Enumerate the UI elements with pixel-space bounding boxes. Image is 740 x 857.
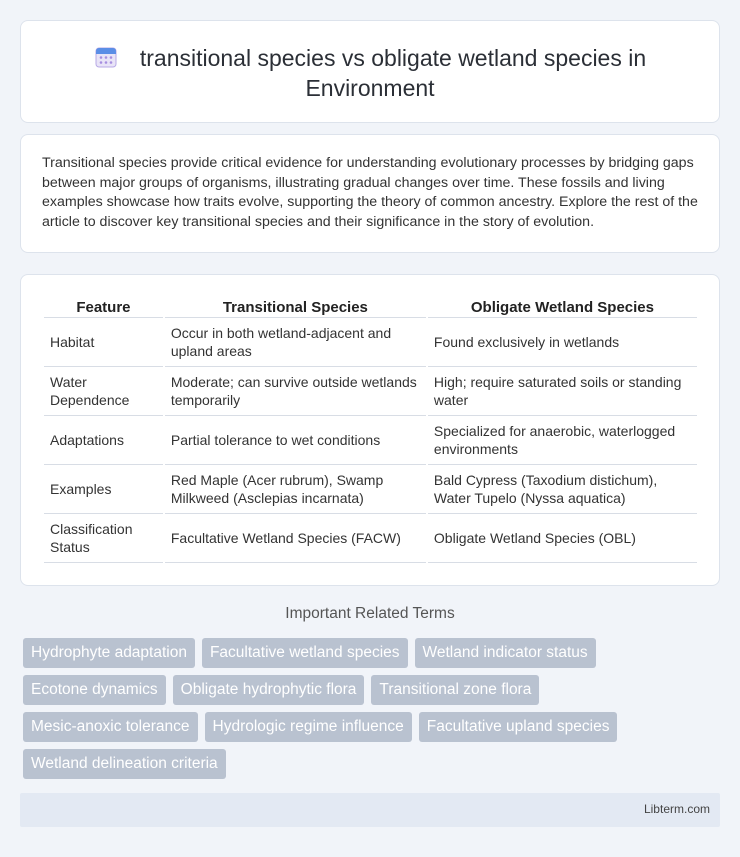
row-feature: Classification Status bbox=[44, 514, 163, 563]
row-obligate: High; require saturated soils or standing water bbox=[428, 367, 697, 416]
intro-paragraph: Transitional species provide critical evidence for understanding evolutionary processes by bridging gaps between major groups of organisms, illustrating gradual changes over time. These fossils and living examples showcase how traits evolve, supporting the theory of common ancestry. Explore the rest of the article to discover key transitional species and their significance in the story of evolution. bbox=[42, 155, 698, 230]
calendar-icon bbox=[94, 45, 118, 69]
header-transitional: Transitional Species bbox=[165, 296, 426, 318]
title-card bbox=[20, 20, 720, 123]
row-feature: Water Dependence bbox=[44, 367, 163, 416]
table-row bbox=[44, 465, 697, 514]
row-obligate: Found exclusively in wetlands bbox=[428, 318, 697, 367]
related-terms-title: Important Related Terms bbox=[285, 605, 455, 622]
table-row bbox=[44, 416, 697, 465]
related-term-tag[interactable]: Hydrophyte adaptation bbox=[23, 638, 195, 668]
header-obligate: Obligate Wetland Species bbox=[428, 296, 697, 318]
related-term-tag[interactable]: Wetland indicator status bbox=[415, 638, 596, 668]
intro-card bbox=[20, 134, 720, 253]
table-header-row bbox=[44, 296, 697, 318]
row-transitional: Occur in both wetland-adjacent and upland areas bbox=[165, 318, 426, 367]
related-term-tag[interactable]: Hydrologic regime influence bbox=[205, 712, 412, 742]
table-row bbox=[44, 318, 697, 367]
comparison-table bbox=[42, 296, 699, 563]
footer bbox=[20, 793, 720, 827]
row-transitional: Partial tolerance to wet conditions bbox=[165, 416, 426, 465]
related-term-tag[interactable]: Ecotone dynamics bbox=[23, 675, 166, 705]
row-obligate: Obligate Wetland Species (OBL) bbox=[428, 514, 697, 563]
row-transitional: Red Maple (Acer rubrum), Swamp Milkweed (Asclepias incarnata) bbox=[165, 465, 426, 514]
row-feature: Adaptations bbox=[44, 416, 163, 465]
related-terms-list bbox=[23, 638, 663, 779]
header-feature: Feature bbox=[44, 296, 163, 318]
related-term-tag[interactable]: Facultative upland species bbox=[419, 712, 618, 742]
row-transitional: Facultative Wetland Species (FACW) bbox=[165, 514, 426, 563]
related-term-tag[interactable]: Mesic-anoxic tolerance bbox=[23, 712, 198, 742]
comparison-card bbox=[20, 274, 720, 586]
table-row bbox=[44, 367, 697, 416]
row-feature: Examples bbox=[44, 465, 163, 514]
related-term-tag[interactable]: Obligate hydrophytic flora bbox=[173, 675, 365, 705]
page-title: transitional species vs obligate wetland species in Environment bbox=[139, 45, 647, 101]
related-term-tag[interactable]: Facultative wetland species bbox=[202, 638, 408, 668]
row-feature: Habitat bbox=[44, 318, 163, 367]
row-transitional: Moderate; can survive outside wetlands temporarily bbox=[165, 367, 426, 416]
related-term-tag[interactable]: Transitional zone flora bbox=[371, 675, 539, 705]
row-obligate: Bald Cypress (Taxodium distichum), Water Tupelo (Nyssa aquatica) bbox=[428, 465, 697, 514]
related-term-tag[interactable]: Wetland delineation criteria bbox=[23, 749, 226, 779]
row-obligate: Specialized for anaerobic, waterlogged environments bbox=[428, 416, 697, 465]
page-title-wrap bbox=[51, 43, 689, 103]
footer-site-link[interactable]: Libterm.com bbox=[643, 802, 710, 816]
table-row bbox=[44, 514, 697, 563]
